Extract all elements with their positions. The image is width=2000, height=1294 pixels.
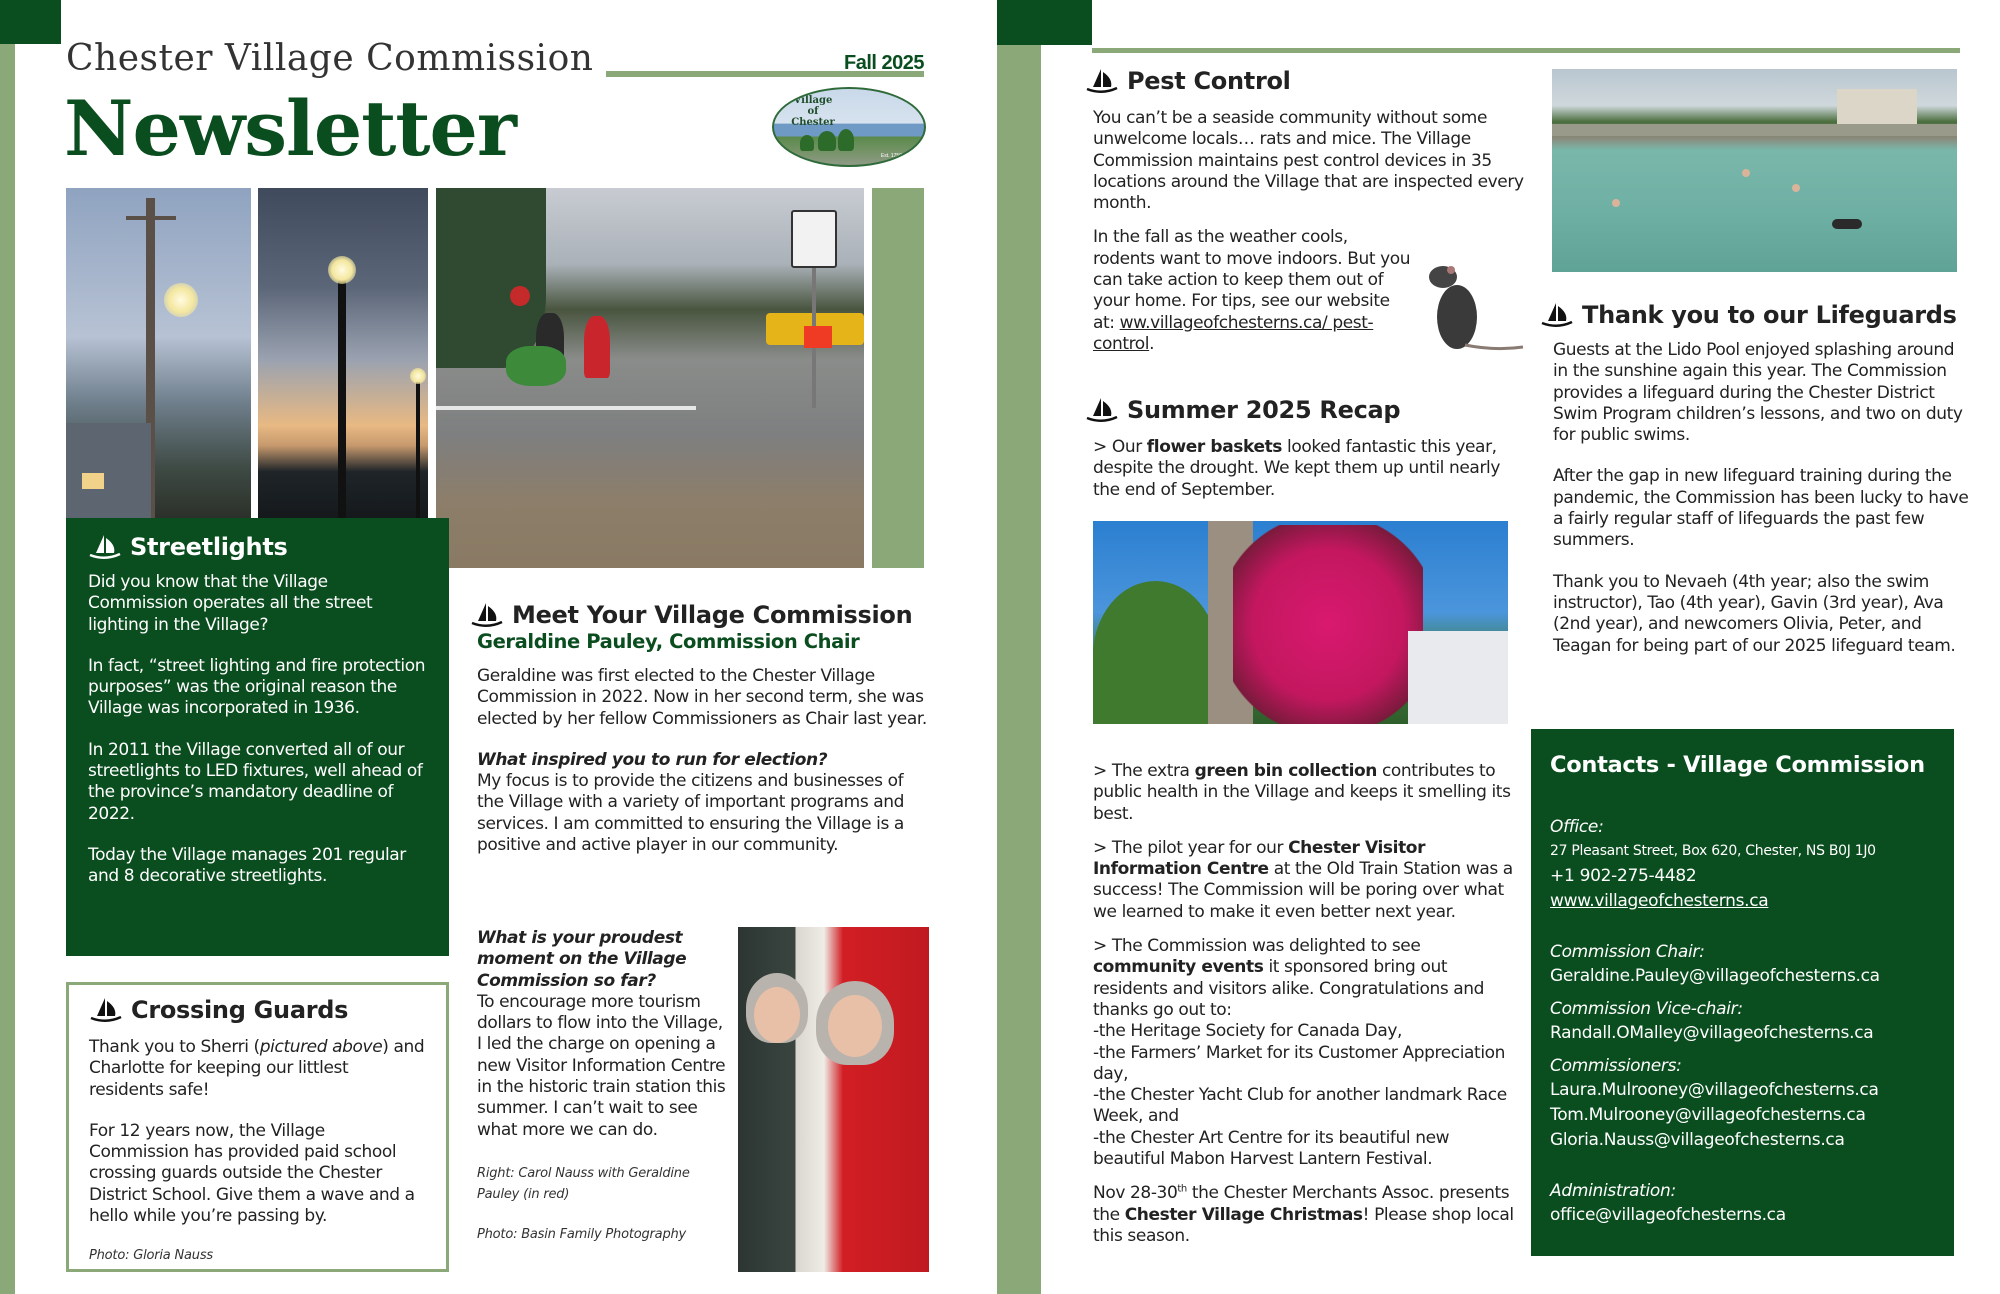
flower-baskets-item (1093, 437, 1525, 501)
person-face (828, 995, 882, 1057)
bold-text: Chester Village Christmas (1124, 1204, 1363, 1225)
ordinal-suffix: th (1177, 1183, 1187, 1195)
streetlights-paragraph: In 2011 the Village converted all of our streetlights to LED fixtures, well ahead of the province’s mandatory deadline of 2022. (88, 739, 423, 824)
text-run: . (1149, 333, 1155, 354)
commission-chair-subheading: Geraldine Pauley, Commission Chair (477, 630, 860, 653)
office-phone[interactable]: +1 902-275-4482 (1550, 866, 1697, 886)
logo-text (774, 95, 852, 128)
meet-commission-heading: Meet Your Village Commission (512, 601, 913, 629)
logo-line-3: Chester (791, 117, 835, 128)
event-list-item: -the Chester Yacht Club for another landmark Race Week, and (1093, 1085, 1507, 1127)
person-face (754, 987, 800, 1043)
page-gutter-strip (997, 44, 1041, 1294)
text-run: ! Please shop local this season. (1093, 1204, 1514, 1246)
christmas-item (1093, 1183, 1523, 1247)
sailboat-icon (470, 601, 504, 629)
event-list-item: -the Chester Art Centre for its beautiful new beautiful Mabon Harvest Lantern Festival. (1093, 1127, 1450, 1170)
crossing-guards-heading-row (89, 995, 426, 1025)
portrait-photo (738, 927, 929, 1272)
logo-tree-icon (818, 131, 836, 151)
tree (1093, 581, 1218, 724)
office-contact (1550, 815, 1935, 914)
lamp-glow (328, 256, 356, 284)
commissioner-email[interactable]: Tom.Mulrooney@villageofchesterns.ca (1550, 1105, 1866, 1125)
bold-text: Chester Visitor Information Centre (1093, 837, 1426, 880)
streetlights-heading: Streetlights (130, 533, 288, 561)
website-url[interactable]: www.villageofchesterns.ca (1550, 891, 1769, 911)
swimmer (1832, 219, 1862, 229)
pictured-above-note: pictured above (259, 1037, 383, 1057)
photo-caption: Right: Carol Nauss with Geraldine Pauley (in red) (477, 1165, 690, 1203)
crossing-guards-paragraph (89, 1037, 426, 1101)
sailboat-icon (1085, 67, 1119, 95)
question-text: What inspired you to run for election? (477, 749, 828, 770)
logo-line-1: Village (793, 95, 833, 106)
pest-control-heading: Pest Control (1127, 67, 1291, 95)
photo-credit: Photo: Basin Family Photography (477, 1226, 687, 1242)
meet-commission-continued (477, 928, 732, 1245)
lifeguards-paragraph: Thank you to Nevaeh (4th year; also the swim instructor), Tao (4th year), Gavin (3rd year), Ava (2nd year), and newcomers Olivia, Peter, and Teagan for being part of our 2025 lifeguard team. (1553, 571, 1956, 656)
text-run: the Chester Merchants Assoc. presents the (1093, 1183, 1510, 1225)
event-list-item: -the Farmers’ Market for its Customer Appreciation day, (1093, 1042, 1506, 1084)
crossing-guards-heading: Crossing Guards (131, 996, 349, 1024)
chair-label: Commission Chair: (1550, 942, 1705, 962)
commissioner-email[interactable]: Laura.Mulrooney@villageofchesterns.ca (1550, 1080, 1879, 1100)
left-edge-strip (0, 44, 15, 1294)
lifeguards-body (1553, 340, 1970, 657)
text-run: > The extra (1093, 761, 1195, 781)
text-run: > The pilot year for our (1093, 837, 1289, 858)
administration-label: Administration: (1550, 1181, 1676, 1201)
streetlights-body (88, 572, 427, 888)
contacts-section (1531, 729, 1954, 1256)
summer-recap-heading: Summer 2025 Recap (1127, 396, 1401, 424)
logo-established: Est. 1759 (880, 153, 902, 159)
lamp-glow (410, 368, 426, 384)
right-header-rule (1092, 48, 1960, 53)
text-run: it sponsored bring out residents and visitors alike. Congratulations and thanks go out to: (1093, 957, 1485, 1020)
organization-name: Chester Village Commission (66, 38, 594, 79)
crosswalk-line (436, 406, 696, 410)
photo-accent-strip (872, 188, 924, 568)
commissioners-label: Commissioners: (1550, 1056, 1682, 1076)
text-run: contributes to public health in the Village and keeps it smelling its best. (1093, 761, 1511, 824)
lifeguards-section (1540, 300, 1970, 657)
swimmer (1792, 184, 1800, 192)
streetlight-photo-2 (258, 188, 428, 518)
swimmer (1612, 199, 1620, 207)
trees (436, 188, 546, 368)
crossing-guards-body (89, 1037, 426, 1267)
office-label: Office: (1550, 817, 1604, 837)
green-bin-item (1093, 761, 1523, 825)
sailboat-icon (89, 996, 123, 1024)
summer-recap-section (1085, 395, 1525, 501)
summer-recap-heading-row (1085, 395, 1525, 425)
streetlights-section (66, 518, 449, 956)
logo-tree-icon (800, 135, 814, 151)
lamp-post (338, 268, 346, 518)
edition-label: Fall 2025 (843, 52, 924, 74)
pest-control-paragraph: You can’t be a seaside community without some unwelcome locals… rats and mice. The Village Commission maintains pest control devices in 35 locations around the Village that are inspected every month. (1093, 108, 1524, 214)
bold-text: community events (1093, 957, 1264, 978)
utility-crossarm (126, 216, 176, 220)
crossing-guards-paragraph: For 12 years now, the Village Commission has provided paid school crossing guards outside the Chester District School. Give them a wave and a hello while you’re passing by. (89, 1120, 415, 1227)
commissioners-contact (1550, 1054, 1935, 1153)
white-house (1408, 631, 1508, 724)
village-logo (772, 87, 926, 167)
stroller (506, 346, 566, 386)
text-run: ) and Charlotte for keeping our littlest residents safe! (89, 1037, 425, 1100)
interview-question-1 (477, 750, 930, 856)
streetlights-heading-row (88, 532, 427, 562)
meet-commission-body (477, 666, 930, 856)
lamp-post (416, 378, 420, 518)
lifeguards-paragraph: Guests at the Lido Pool enjoyed splashing around in the sunshine again this year. The Commission provides a lifeguard during the Chester District Swim Program children’s lessons, and two on duty for public swims. (1553, 340, 1963, 446)
photo-credit: Photo: Gloria Nauss (89, 1248, 213, 1264)
red-flag (804, 326, 832, 348)
administration-email[interactable]: office@villageofchesterns.ca (1550, 1205, 1786, 1225)
pest-control-paragraph (1093, 227, 1413, 355)
contacts-title: Contacts - Village Commission (1550, 752, 1925, 778)
administration-contact (1550, 1179, 1935, 1228)
pest-control-link[interactable]: ww.villageofchesterns.ca/ pest-control (1093, 312, 1374, 354)
newsletter-title: Newsletter (64, 84, 516, 173)
community-events-item (1093, 936, 1523, 1170)
corner-block-right (997, 0, 1092, 45)
vice-chair-label: Commission Vice-chair: (1550, 999, 1743, 1019)
stop-sign (510, 286, 530, 306)
logo-line-2: of (807, 106, 819, 117)
vice-chair-email[interactable]: Randall.OMalley@villageofchesterns.ca (1550, 1023, 1874, 1043)
streetlights-paragraph: In fact, “street lighting and fire protection purposes” was the original reason the Village was incorporated in 1936. (88, 655, 426, 719)
visitor-centre-item (1093, 838, 1523, 923)
text-run: Thank you to Sherri ( (89, 1037, 260, 1057)
pedestrian-crossing-sign (791, 210, 837, 268)
crossing-guards-section (66, 982, 449, 1272)
text-run: looked fantastic this year, despite the drought. We kept them up until nearly the end of September. (1093, 437, 1501, 500)
chair-contact (1550, 940, 1935, 989)
event-list-item: -the Heritage Society for Canada Day, (1093, 1021, 1403, 1042)
streetlights-paragraph: Today the Village manages 201 regular and 8 decorative streetlights. (88, 844, 406, 887)
text-run: at the Old Train Station was a success! The Commission will be poring over what we learned to make it even better next year. (1093, 859, 1513, 922)
bold-text: flower baskets (1146, 437, 1283, 457)
house-window (82, 473, 104, 489)
text-run: > The Commission was delighted to see (1093, 936, 1421, 957)
logo-tree-icon (838, 129, 854, 151)
question-text: What is your proudest moment on the Village Commission so far? (477, 928, 687, 991)
streetlight-photo-1 (66, 188, 251, 518)
answer-text: To encourage more tourism dollars to flow into the Village, I led the charge on opening a new Visitor Information Centre in the historic train station this summer. I can’t wait to see what more we can do. (477, 991, 726, 1140)
office-address: 27 Pleasant Street, Box 620, Chester, NS B0J 1J0 (1550, 843, 1876, 859)
sailboat-icon (1540, 301, 1574, 329)
text-run: > Our (1093, 437, 1147, 457)
meet-commission-section (470, 600, 930, 856)
chair-email[interactable]: Geraldine.Pauley@villageofchesterns.ca (1550, 966, 1880, 986)
swimmer (1742, 169, 1750, 177)
sailboat-icon (88, 533, 122, 561)
text-run: In the fall as the weather cools, rodents want to move indoors. But you can take action to keep them out of your home. For tips, see our website at: (1093, 227, 1411, 333)
interview-question-2 (477, 928, 732, 1245)
rat-image (1405, 255, 1525, 365)
summer-recap-items (1093, 761, 1523, 1247)
house (66, 423, 151, 518)
lamp-glow (164, 283, 198, 317)
vice-chair-contact (1550, 997, 1935, 1046)
flower-basket-photo (1093, 521, 1508, 724)
bold-text: green bin collection (1194, 761, 1377, 781)
answer-text: My focus is to provide the citizens and businesses of the Village with a variety of important programs and services. I am committed to ensuring the Village is a positive and active player in our community. (477, 771, 905, 856)
pool-photo (1552, 69, 1957, 272)
pedestrian-red-coat (584, 316, 610, 378)
meet-commission-heading-row (470, 600, 930, 630)
website-link[interactable] (1550, 889, 1935, 914)
corner-block-left (0, 0, 61, 44)
pool-wall (1552, 124, 1957, 136)
crossing-guard-photo (436, 188, 864, 568)
lifeguards-heading: Thank you to our Lifeguards (1582, 301, 1957, 329)
flower-basket (1233, 525, 1423, 724)
lifeguards-heading-row (1540, 300, 1970, 330)
sailboat-icon (1085, 396, 1119, 424)
lifeguards-paragraph: After the gap in new lifeguard training during the pandemic, the Commission has been lucky to have a fairly regular staff of lifeguards the past few summers. (1553, 466, 1969, 551)
pest-control-heading-row (1085, 66, 1525, 96)
streetlights-paragraph: Did you know that the Village Commission operates all the street lighting in the Village? (88, 572, 373, 635)
commissioner-email[interactable]: Gloria.Nauss@villageofchesterns.ca (1550, 1130, 1845, 1150)
summer-recap-continued (1093, 748, 1523, 1247)
intro-paragraph: Geraldine was first elected to the Chester Village Commission in 2022. Now in her second term, she was elected by her fellow Commissioners as Chair last year. (477, 666, 927, 729)
text-run: Nov 28-30 (1093, 1183, 1178, 1204)
